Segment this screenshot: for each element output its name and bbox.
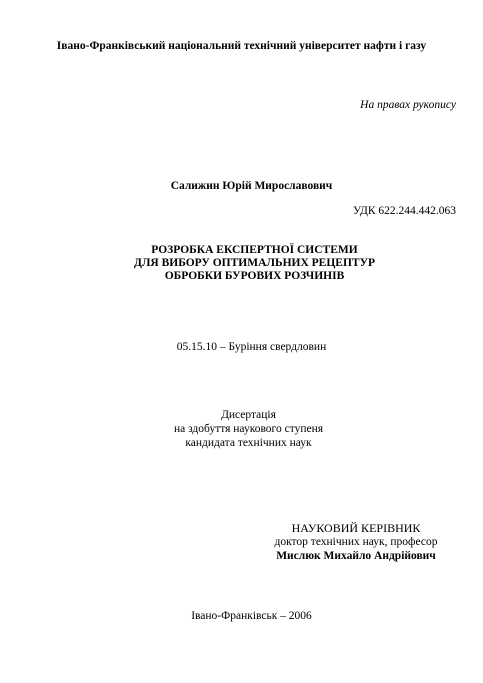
place-and-year: Івано-Франківськ – 2006 bbox=[191, 610, 312, 622]
dissertation-line-1: Дисертація bbox=[221, 409, 276, 421]
thesis-title-line-2: ДЛЯ ВИБОРУ ОПТИМАЛЬНИХ РЕЦЕПТУР bbox=[133, 257, 376, 269]
supervisor-heading: НАУКОВИЙ КЕРІВНИК bbox=[291, 521, 421, 535]
thesis-title-line-3: ОБРОБКИ БУРОВИХ РОЗЧИНІВ bbox=[164, 270, 345, 282]
dissertation-line-2: на здобуття наукового ступеня bbox=[173, 423, 324, 435]
udc-code: УДК 622.244.442.063 bbox=[353, 205, 456, 217]
specialty-code: 05.15.10 – Буріння свердловин bbox=[176, 341, 327, 353]
dissertation-line-3: кандидата технічних наук bbox=[185, 437, 312, 449]
author-name: Салижин Юрій Мирославович bbox=[170, 180, 333, 192]
supervisor-name: Мислюк Михайло Андрійович bbox=[276, 550, 436, 562]
thesis-title-line-1: РОЗРОБКА ЕКСПЕРТНОЇ СИСТЕМИ bbox=[151, 244, 358, 256]
manuscript-note: На правах рукопису bbox=[360, 99, 456, 111]
university-name: Івано-Франківський національний технічний університет нафти і газу bbox=[56, 40, 427, 52]
supervisor-degree: доктор технічних наук, професор bbox=[274, 536, 438, 548]
